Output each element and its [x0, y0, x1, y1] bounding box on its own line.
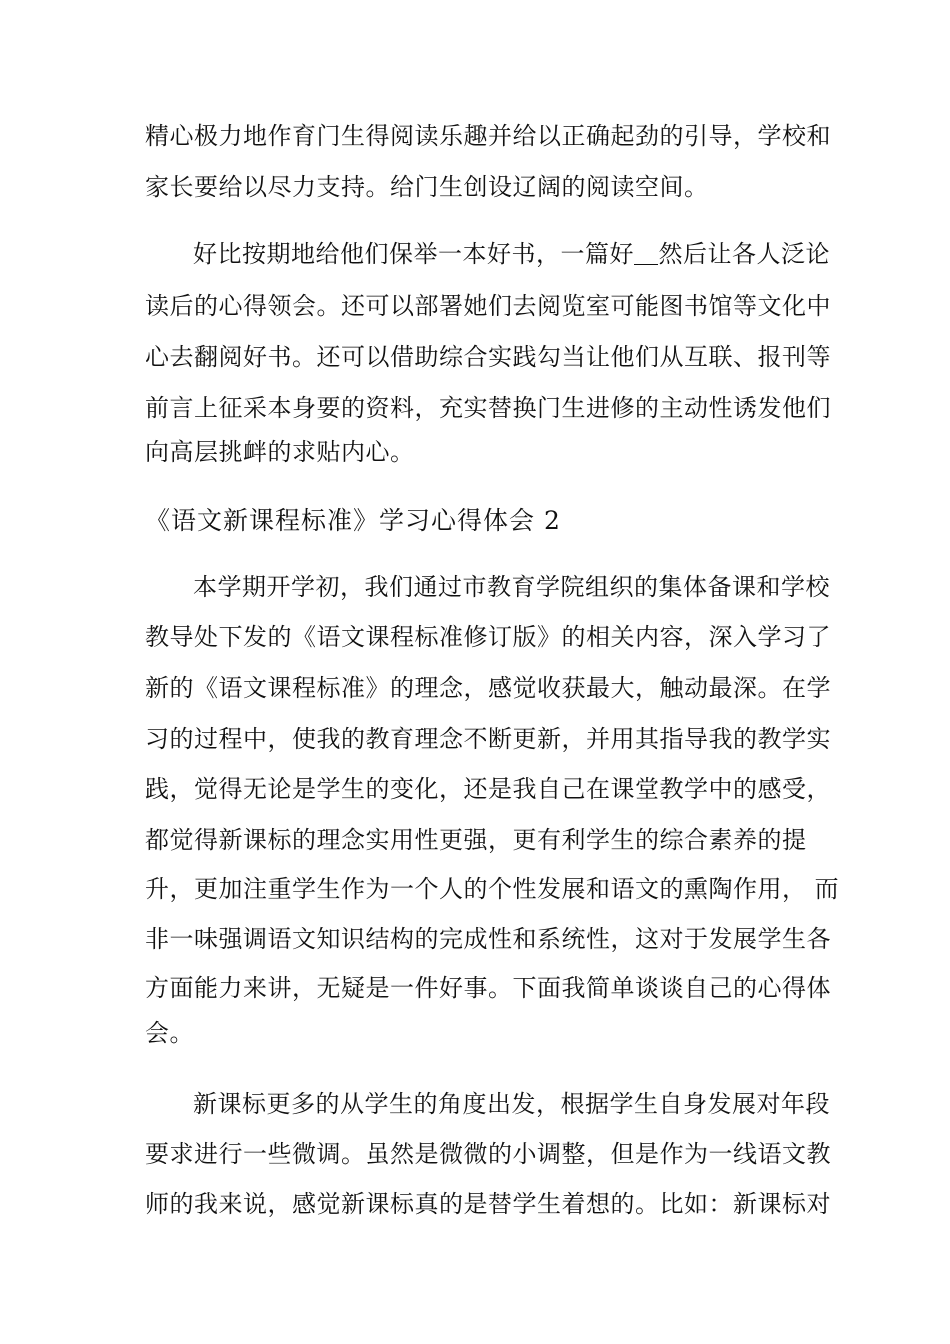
- paragraph-3-line-9: 方面能力来讲，无疑是一件好事。下面我简单谈谈自己的心得体: [145, 974, 831, 1002]
- paragraph-3-line-3: 新的《语文课程标准》的理念，感觉收获最大，触动最深。在学: [145, 674, 831, 702]
- paragraph-1-line-2: 家长要给以尽力支持。给门生创设辽阔的阅读空间。: [145, 173, 709, 201]
- paragraph-3-line-6: 都觉得新课标的理念实用性更强，更有利学生的综合素养的提: [145, 826, 807, 854]
- paragraph-3-line-7: 升，更加注重学生作为一个人的个性发展和语文的熏陶作用， 而: [145, 875, 840, 903]
- paragraph-3-line-8: 非一味强调语文知识结构的完成性和系统性，这对于发展学生各: [145, 925, 831, 953]
- paragraph-3-line-5: 践，觉得无论是学生的变化，还是我自己在课堂教学中的感受，: [145, 775, 831, 803]
- paragraph-3-line-2: 教导处下发的《语文课程标准修订版》的相关内容，深入学习了: [145, 623, 831, 651]
- section-heading: 《语文新课程标准》学习心得体会 2: [145, 506, 561, 535]
- paragraph-2-line-1: 好比按期地给他们保举一本好书，一篇好＿然后让各人泛论: [193, 240, 830, 268]
- paragraph-2-line-2: 读后的心得领会。还可以部署她们去阅览室可能图书馆等文化中: [145, 292, 831, 320]
- paragraph-2-line-5: 向高层挑衅的求贴内心。: [145, 438, 415, 466]
- paragraph-4-line-3: 师的我来说，感觉新课标真的是替学生着想的。比如：新课标对: [145, 1190, 831, 1218]
- paragraph-3-line-10: 会。: [145, 1019, 194, 1047]
- paragraph-3-line-4: 习的过程中，使我的教育理念不断更新，并用其指导我的教学实: [145, 725, 831, 753]
- paragraph-4-line-2: 要求进行一些微调。虽然是微微的小调整，但是作为一线语文教: [145, 1140, 831, 1168]
- paragraph-3-line-1: 本学期开学初，我们通过市教育学院组织的集体备课和学校: [193, 573, 830, 601]
- paragraph-4-line-1: 新课标更多的从学生的角度出发，根据学生自身发展对年段: [193, 1090, 830, 1118]
- paragraph-2-line-4: 前言上征采本身要的资料，充实替换门生进修的主动性诱发他们: [145, 394, 831, 422]
- paragraph-2-line-3: 心去翻阅好书。还可以借助综合实践勾当让他们从互联、报刊等: [145, 343, 831, 371]
- paragraph-1-line-1: 精心极力地作育门生得阅读乐趣并给以正确起劲的引导，学校和: [145, 122, 831, 150]
